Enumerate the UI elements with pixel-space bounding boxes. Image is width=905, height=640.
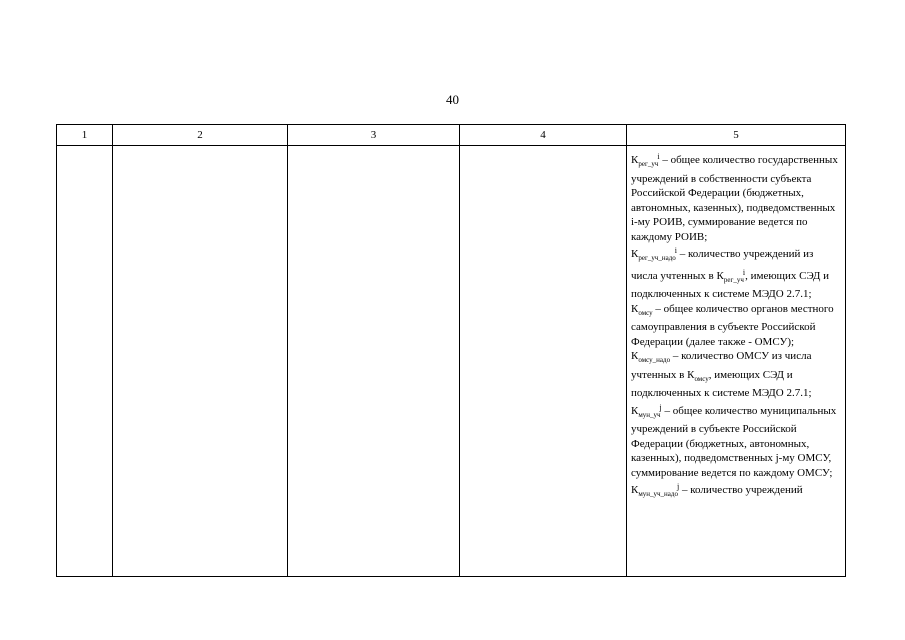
cell-col-2 <box>113 146 288 577</box>
definition-item: $К_{мун\_уч}^j$ – общее количество муниципальных учреждений в субъекте Российской Федерации (бюджетных, автономных, казенных), подведомственных j-му ОМСУ, суммирование ведется по каждому ОМСУ; <box>631 402 837 479</box>
formula-symbol: $К_{мун\_уч}^j$ <box>631 402 662 419</box>
formula-reference: $К_{рег\_уч}^i$ <box>716 267 746 284</box>
column-header-5: 5 <box>627 125 846 146</box>
definitions-text <box>627 146 845 502</box>
definition-item: $К_{омсу}$ – общее количество органов местного самоуправления в субъекте Российской Федерации (далее также - ОМСУ); <box>631 302 834 348</box>
column-header-3: 3 <box>288 125 460 146</box>
formula-symbol: $К_{омсу}$ <box>631 302 653 317</box>
page-number: 40 <box>446 92 459 107</box>
column-header-4: 4 <box>460 125 627 146</box>
definition-item: $К_{мун\_уч\_надо}^j$ – количество учреждений <box>631 482 803 498</box>
definition-item: $К_{рег\_уч}^i$ – общее количество государственных учреждений в собственности субъекта Российской Федерации (бюджетных, автономных, казенных), подведомственных i-му РОИВ, суммирование ведется по каждому РОИВ; <box>631 152 838 243</box>
cell-col-1 <box>57 146 113 577</box>
formula-symbol: $К_{рег\_уч\_надо}^i$ <box>631 246 677 262</box>
cell-col-4 <box>460 146 627 577</box>
formula-symbol: $К_{мун\_уч\_надо}^j$ <box>631 482 680 498</box>
definition-item: $К_{рег\_уч\_надо}^i$ – количество учреждений из числа учтенных в $К_{рег\_уч}^i$, имеющих СЭД и подключенных к системе МЭДО 2.7.1; <box>631 246 829 300</box>
column-header-1: 1 <box>57 125 113 146</box>
formula-reference: $К_{омсу}$ <box>687 368 709 383</box>
formula-symbol: $К_{рег\_уч}^i$ <box>631 152 660 168</box>
column-header-2: 2 <box>113 125 288 146</box>
table-row <box>57 146 846 577</box>
data-table <box>56 124 846 577</box>
cell-col-3 <box>288 146 460 577</box>
header-row <box>57 125 846 146</box>
cell-col-5 <box>627 146 846 577</box>
definition-item: $К_{омсу\_надо}$ – количество ОМСУ из числа учтенных в $К_{омсу}$, имеющих СЭД и подключенных к системе МЭДО 2.7.1; <box>631 350 812 399</box>
formula-symbol: $К_{омсу\_надо}$ <box>631 350 671 364</box>
